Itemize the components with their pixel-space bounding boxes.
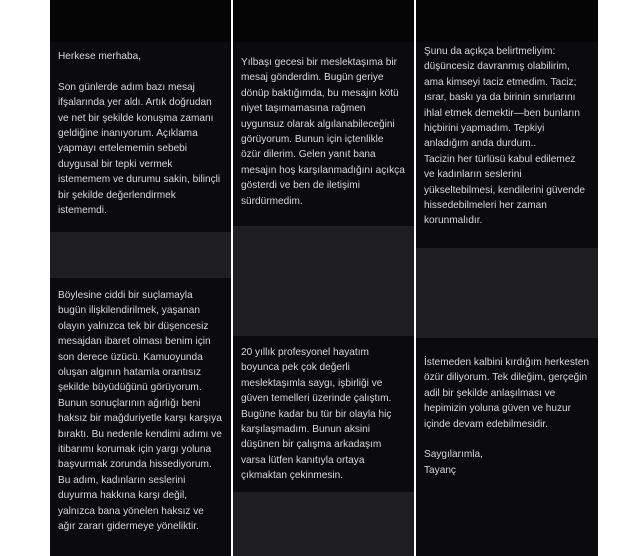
- story-top-shade: [50, 0, 231, 42]
- story-panel-middle: [233, 0, 414, 556]
- story-top-shade: [416, 0, 598, 42]
- statement-paragraph-3: Şunu da açıkça belirtmeliyim: düşüncesiz davranmış olabilirim, ama kimseyi taciz etmedim. Taciz; ısrar, baskı ya da birinin sınırlarını ihlal etmek demektir—ben bunların hiçbirini yapmadım. Tepkiyi anladığım anda durdum.. Tacizin her türlüsü kabul edilemez ve kadınların seslerini yükseltebilmesi, kendilerini güvende hissedebilmeleri her zaman korunmalıdır.: [424, 46, 586, 227]
- story-divider: [416, 248, 598, 338]
- story-divider: [233, 226, 414, 336]
- statement-paragraph-4: Böylesine ciddi bir suçlamayla bugün ilişkilendirilmek, yaşanan olayın yalnızca tek bir düşencesiz mesajdan ibaret olması benim için son derece üzücü. Kamuoyunda oluşan algının hatamla orantısız şekilde büyüdüğünü görüyorum. Bunun sonuçlarının ağırlığı beni haksız bir mağduriyetle karşı karşıya bıraktı. Bu nedenle kendimi adımı ve itibarımı korumak için yargı yoluna başvurmak zorunda hissediyorum. Bu adım, kadınların seslerini duyurma hakkına karşı değil, yalnızca bana yönelen haksız ve ağır zararı gidermeye yöneliktir.: [58, 290, 222, 533]
- statement-paragraph-6: İstemeden kalbini kırdığım herkesten özür diliyorum. Tek dileğim, gerçeğin adil bir şekilde anlaşılması ve hepimizin yoluna güven ve huzur içinde devam edebilmesidir. Saygılarımla, Tayanç: [424, 357, 589, 476]
- statement-paragraph-2: Yılbaşı gecesi bir meslektaşıma bir mesaj gönderdim. Bugün geriye dönüp baktığımda, bu mesajın kötü niyet taşımamasına rağmen uygunsuz olarak algılanabileceğini görüyorum. Bunun için içtenlikle özür dilerim. Gelen yanıt bana mesajın hoş karşılanmadığını açıkça gösterdi ve ben de iletişimi sürdürmedim.: [241, 57, 405, 207]
- story-bottom-shade: [233, 492, 414, 556]
- story-panel-left: [50, 0, 231, 556]
- story-divider: [50, 232, 231, 278]
- statement-paragraph-1: Herkese merhaba, Son günlerde adım bazı mesaj ifşalarında yer aldı. Artık doğrudan ve net bir şekilde konuşma zamanı geldiğine inanıyorum. Açıklama yapmayı ertelememin sebebi duygusal bir tepki vermek istememem ve durumu sakin, bilinçli bir şekilde değerlendirmek istememdi.: [58, 51, 221, 217]
- statement-paragraph-5: 20 yıllık profesyonel hayatım boyunca pek çok değerli meslektaşımla saygı, işbirliği ve güven temelleri üzerinde çalıştım. Bugüne kadar bu tür bir olayla hiç karşılaşmadım. Bunun aksini düşünen bir çalışma arkadaşım varsa lütfen kanıtıyla ortaya çıkmaktan çekinmesin.: [241, 347, 392, 482]
- story-top-shade: [233, 0, 414, 42]
- story-panel-right: [416, 0, 598, 556]
